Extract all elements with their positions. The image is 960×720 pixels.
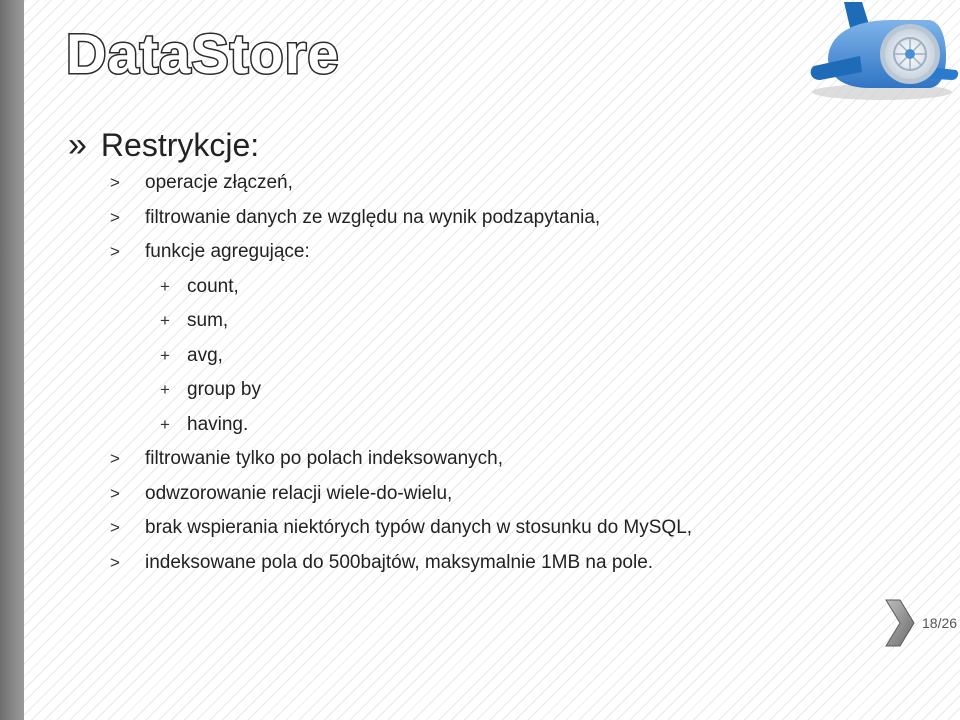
section-heading-text: Restrykcje: bbox=[100, 127, 260, 163]
app-engine-logo-icon bbox=[800, 0, 960, 110]
sub-list-item bbox=[110, 276, 692, 311]
slide-title: DataStore bbox=[66, 22, 340, 85]
list-item bbox=[110, 448, 692, 483]
left-accent-bar bbox=[0, 0, 24, 720]
bullet-marker: + bbox=[160, 311, 170, 330]
bullet-marker: + bbox=[160, 380, 170, 399]
list-item-text: operacje złączeń, bbox=[145, 172, 293, 193]
page-number: 18/26 bbox=[922, 615, 958, 631]
list-item-text: funkcje agregujące: bbox=[145, 241, 310, 262]
list-item bbox=[110, 241, 692, 276]
list-item-text: sum, bbox=[187, 310, 229, 331]
sub-list-item bbox=[110, 379, 692, 414]
list-item-text: having. bbox=[187, 413, 249, 435]
list-item-text: count, bbox=[187, 275, 239, 297]
section-heading bbox=[68, 128, 259, 162]
bullet-marker: > bbox=[110, 518, 120, 537]
bullet-marker: > bbox=[110, 552, 120, 572]
list-item bbox=[110, 552, 692, 587]
list-item-text: avg, bbox=[187, 344, 223, 366]
list-item-text: filtrowanie danych ze względu na wynik podzapytania, bbox=[145, 206, 601, 228]
section-marker: » bbox=[68, 126, 87, 164]
list-item-text: filtrowanie tylko po polach indeksowanych, bbox=[145, 448, 504, 469]
list-item bbox=[110, 517, 692, 552]
chevron-right-icon[interactable] bbox=[882, 598, 916, 648]
list-item bbox=[110, 172, 692, 207]
list-item-text: odwzorowanie relacji wiele-do-wielu, bbox=[145, 482, 453, 504]
bullet-marker: > bbox=[110, 173, 120, 192]
bullet-marker: > bbox=[110, 483, 120, 503]
bullet-marker: + bbox=[160, 414, 170, 434]
restrictions-list bbox=[110, 172, 692, 586]
list-item bbox=[110, 207, 692, 242]
sub-list-item bbox=[110, 414, 692, 449]
list-item-text: brak wspierania niektórych typów danych w stosunku do MySQL, bbox=[145, 517, 693, 538]
bullet-marker: > bbox=[110, 207, 120, 227]
sub-list-item bbox=[110, 345, 692, 380]
list-item-text: indeksowane pola do 500bajtów, maksymalnie 1MB na pole. bbox=[145, 551, 654, 573]
bullet-marker: + bbox=[160, 276, 170, 296]
bullet-marker: > bbox=[110, 242, 120, 261]
list-item-text: group by bbox=[187, 379, 261, 400]
bullet-marker: + bbox=[160, 345, 170, 365]
list-item bbox=[110, 483, 692, 518]
sub-list-item bbox=[110, 310, 692, 345]
bullet-marker: > bbox=[110, 449, 120, 468]
